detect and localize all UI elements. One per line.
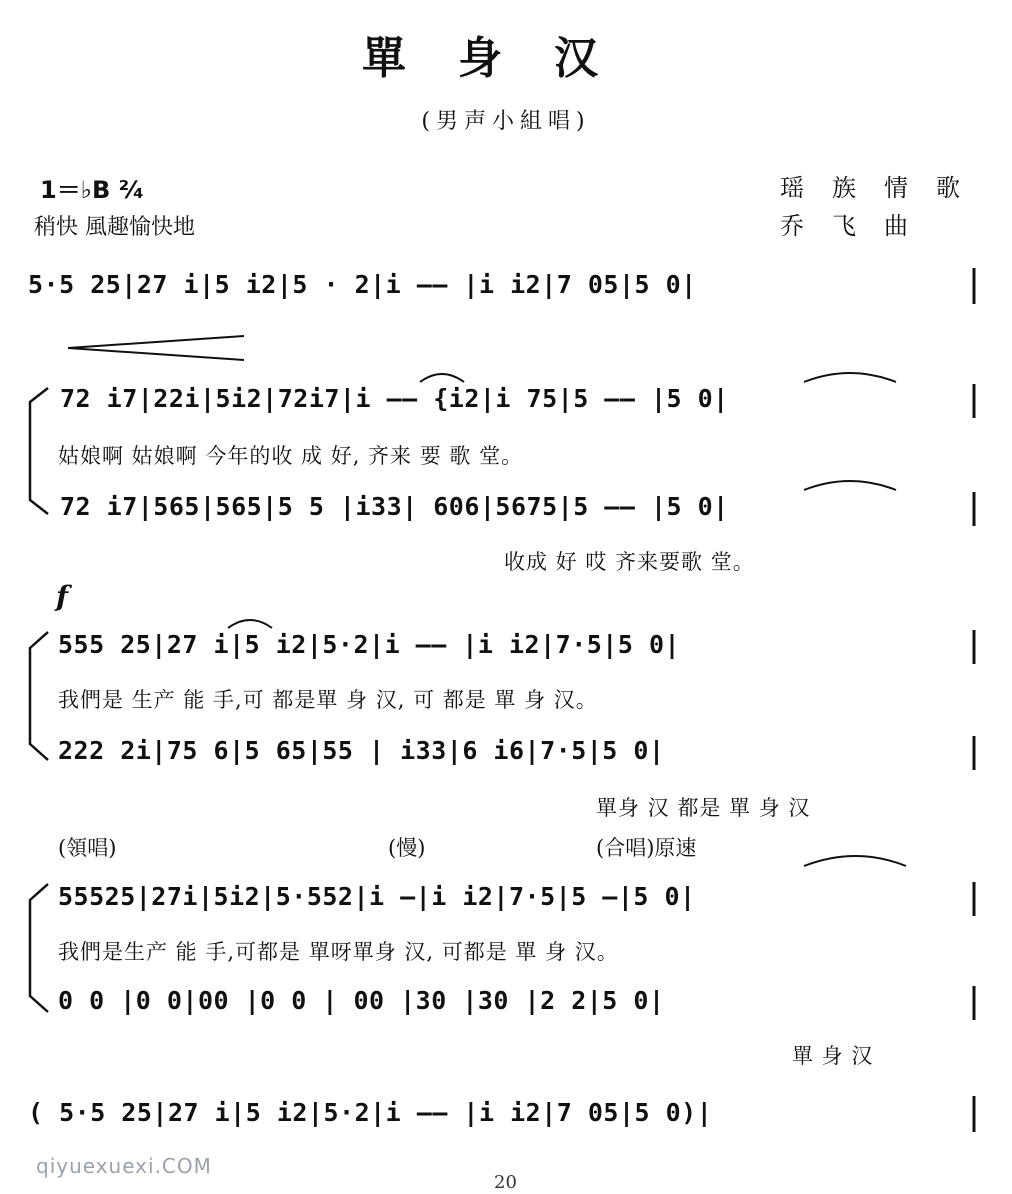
lyrics-line-3-lower: 單身 汉 都是 單 身 汉	[596, 796, 811, 820]
site-watermark: qiyuexuexi.COM	[36, 1154, 212, 1178]
mark-lead-vocal: (領唱)	[58, 836, 117, 860]
lyrics-line-4-lower: 單 身 汉	[792, 1044, 874, 1068]
score-line-4-upper: 55525|27i|5i2|5·552|i —|i i2|7·5|5 —|5 0|	[58, 882, 696, 911]
lyricist-credit: 瑶族情歌	[780, 174, 988, 202]
lyrics-line-3-upper: 我們是 生产 能 手,可 都是單 身 汉, 可 都是 單 身 汉。	[58, 688, 598, 712]
mark-slow: (慢)	[388, 836, 426, 860]
score-line-5: ( 5·5 25|27 i|5 i2|5·2|i —— |i i2|7 05|5 0)|	[28, 1098, 713, 1127]
score-line-3-upper: 555 25|27 i|5 i2|5·2|i —— |i i2|7·5|5 0|	[58, 630, 681, 659]
mark-chorus: (合唱)原速	[596, 836, 697, 860]
score-line-4-lower: 0 0 |0 0|00 |0 0 | 00 |30 |30 |2 2|5 0|	[58, 986, 665, 1015]
score-line-1: 5·5 25|27 i|5 i2|5 · 2|i —— |i i2|7 05|5 0|	[28, 270, 697, 299]
lyrics-line-2-upper: 姑娘啊 姑娘啊 今年的收 成 好, 齐来 要 歌 堂。	[58, 444, 524, 468]
tempo-marking: 稍快 風趣愉快地	[34, 215, 195, 240]
key-signature: 1＝♭B ²⁄₄	[40, 176, 144, 204]
page-title: 單身汉	[362, 33, 650, 84]
page-number: 20	[494, 1172, 517, 1193]
score-line-2-upper: 72 i7|22i|5i2|72i7|i —— {i2|i 75|5 —— |5 0|	[60, 384, 729, 413]
lyrics-line-4-upper: 我們是生产 能 手,可都是 單呀單身 汉, 可都是 單 身 汉。	[58, 940, 619, 964]
dynamic-forte: f	[56, 580, 69, 613]
page-subtitle: (男声小組唱)	[421, 109, 591, 134]
score-line-2-lower: 72 i7|565|565|5 5 |i33| 606|5675|5 —— |5 0|	[60, 492, 729, 521]
lyrics-line-2-lower: 收成 好 哎 齐来要歌 堂。	[504, 550, 755, 574]
score-line-3-lower: 222 2i|75 6|5 65|55 | i33|6 i6|7·5|5 0|	[58, 736, 665, 765]
composer-credit: 乔飞曲	[780, 212, 936, 240]
